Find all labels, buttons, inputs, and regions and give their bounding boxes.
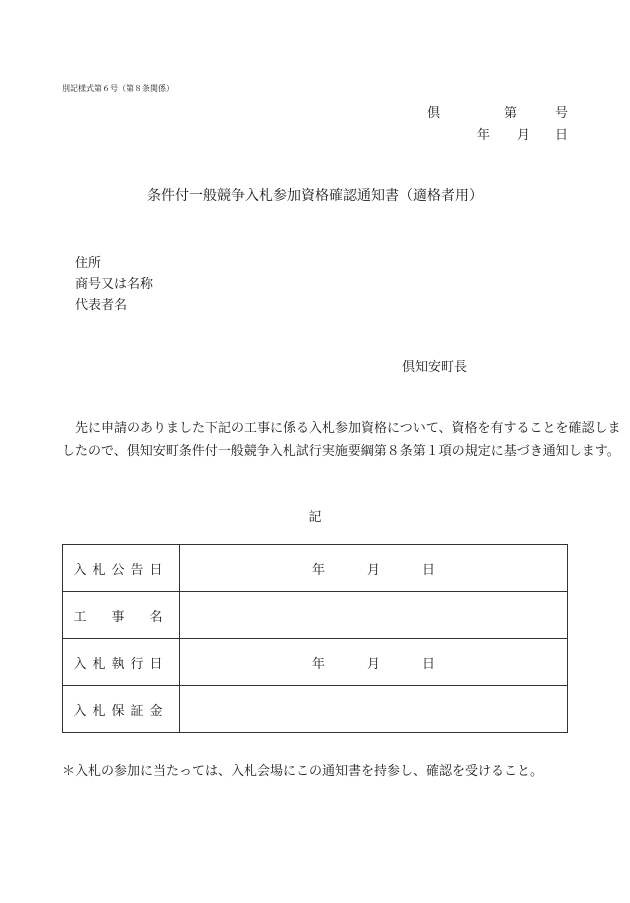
notice-body-line-2: したので、倶知安町条件付一般競争入札試行実施要綱第８条第１項の規定に基づき通知します。 [62,444,620,459]
notice-body-line-1: 先に申請のありました下記の工事に係る入札参加資格について、資格を有することを確認しま [75,421,621,436]
form-reference: 別記様式第６号（第８条関係） [62,84,174,93]
notice-body [62,417,621,463]
date-year: 年 [477,128,491,143]
footnote: ＊入札の参加に当たっては、入札会場にこの通知書を持参し、確認を受けること。 [62,764,544,779]
doc-number-suffix: 号 [555,106,569,121]
document-title: 条件付一般競争入札参加資格確認通知書（適格者用） [147,188,483,204]
representative-label: 代表者名 [75,298,128,313]
table-row [63,592,568,639]
doc-number-middle: 第 [504,106,518,121]
address-label: 住所 [75,256,102,271]
date-day: 日 [555,128,569,143]
bid-announcement-date-label: 入札公告日 [63,545,180,592]
doc-number-prefix: 倶 [427,106,441,121]
table-row [63,686,568,733]
bid-info-table [62,544,568,733]
table-row [63,639,568,686]
issuer-name: 倶知安町長 [402,360,468,375]
bid-execution-date-value: 年 月 日 [180,639,568,686]
table-row [63,545,568,592]
ki-heading: 記 [308,510,322,525]
bid-bond-value [180,686,568,733]
bid-bond-label: 入札保証金 [63,686,180,733]
bid-execution-date-label: 入札執行日 [63,639,180,686]
construction-name-label: 工 事 名 [63,592,180,639]
company-name-label: 商号又は名称 [75,277,154,292]
construction-name-value [180,592,568,639]
date-month: 月 [517,128,531,143]
bid-announcement-date-value: 年 月 日 [180,545,568,592]
